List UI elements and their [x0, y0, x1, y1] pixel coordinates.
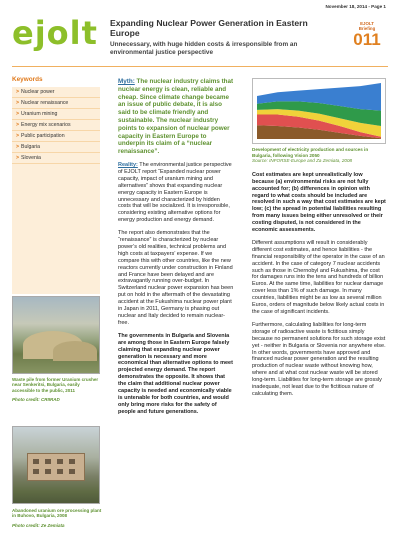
main-column-left [118, 78, 234, 422]
keyword-item[interactable] [12, 109, 100, 120]
photo-caption [12, 508, 102, 528]
header-divider [12, 66, 388, 67]
keyword-label: Bulgaria [21, 144, 41, 150]
reality-text: The environmental justice perspective of EJOLT report “Expanded nuclear power capacity, impact of uranium mining and alternatives” shows that expanding nuclear energy capacity in Eastern Europe is unnecessary and characterized by hidden costs that will be socialized. It is irresponsible, considering existing alternative options for energy production and energy demand. [118, 161, 232, 224]
keywords-list [12, 87, 100, 164]
arrow-right-icon: > [16, 122, 20, 128]
plant-window [45, 469, 51, 474]
waste-pile-photo [12, 296, 100, 374]
keyword-label: Public participation [21, 133, 65, 139]
page-subtitle: Unnecessary, with huge hidden costs & irresponsible from an environmental justice perspective [110, 41, 298, 56]
myth-paragraph [118, 78, 234, 156]
page-date: November 18, 2014 - Page 1 [325, 4, 386, 9]
keyword-label: Nuclear power [21, 89, 55, 95]
page-title: Expanding Nuclear Power Generation in Eastern Europe [110, 18, 308, 38]
briefing-number: 011 [353, 30, 381, 49]
plant-window [57, 459, 63, 464]
photo-credit: Photo credit: Ze Zemiata [12, 522, 65, 528]
keyword-label: Nuclear renaissance [21, 100, 69, 106]
waste-heap [53, 341, 97, 361]
reality-paragraph [118, 162, 234, 224]
keywords-title: Keywords [12, 76, 43, 83]
keyword-item[interactable] [12, 120, 100, 131]
arrow-right-icon: > [16, 111, 20, 117]
reality-label: Reality: [118, 161, 138, 168]
arrow-right-icon: > [16, 144, 20, 150]
briefing-label-1: EJOLT [360, 21, 374, 26]
body-paragraph: Different assumptions will result in considerably different cost estimates, and hence liabilities - the financial responsibility of the operator in the case of an accident. In the case of category 7 nuclear accidents such as those in Chernobyl and Fukushima, the cost for damages runs into the tens and hundreds of billion Euros. At the same time, liabilities for nuclear damage cover less than 1% of such damage. In many countries, liabilities might be as low as several million Euros, orders of magnitude below likely actual costs in the case of significant incidents. [252, 239, 385, 315]
arrow-right-icon: > [16, 100, 20, 106]
chart-source: Source: INFORSE-Europe and Za Zemiata, 2008 [252, 158, 353, 164]
keywords-sidebar [12, 76, 100, 294]
keyword-item[interactable] [12, 153, 100, 164]
arrow-right-icon: > [16, 133, 20, 139]
myth-text: The nuclear industry claims that nuclear energy is clean, reliable and cheap. Since climate change became an issue of public debate, it is also said to be climate friendly and sustainable. The nuclear industry points to expansion of nuclear power capacity in Eastern Europe to underpin its claim of a “nuclear renaissance”. [118, 78, 234, 156]
plant-window [45, 459, 51, 464]
plant-window [33, 459, 39, 464]
chart-caption-text: Development of electricity production and sources in Bulgaria, following Vision 2050 [252, 147, 369, 158]
body-paragraph: The governments in Bulgaria and Slovenia are among those in Eastern Europe falsely claiming that expanding nuclear power generation is necessary and more economical than alternative options to meet projected energy demand. The report demonstrates the opposite. It shows that the claim that additional nuclear power capacity is needed and economically viable is untenable for both countries, and would only bring more risks for the safety of people and future generations. [118, 332, 233, 415]
keyword-item[interactable] [12, 98, 100, 109]
sidebar-panel [12, 164, 100, 294]
body-paragraph: Cost estimates are kept unrealistically low because (a) environmental risks are not fully accounted for; (b) differences in opinion with regard to what costs should be included are resolved in such a way that cost estimates are kept low; (c) the spread in potential liabilities resulting from many issues being either unresolved or their costing disputed, is not considered in the economic assessments. [252, 171, 386, 234]
logo-text: ejolt [12, 14, 98, 52]
plant-window [33, 469, 39, 474]
photo-credit: Photo credit: CRIIRAD [12, 397, 60, 403]
keyword-label: Slovenia [21, 155, 41, 161]
plant-building [27, 453, 85, 481]
myth-label: Myth: [118, 78, 135, 85]
photo-caption-text: Waste pile from former Uranium crusher near Senkeritsi, Bulgaria, easily accessible to the public, 2011 [12, 377, 99, 393]
plant-window [69, 459, 75, 464]
keyword-label: Energy mix scenarios [21, 122, 71, 128]
keyword-item[interactable] [12, 142, 100, 153]
electricity-chart [252, 78, 386, 144]
photo-caption [12, 377, 102, 403]
body-paragraph: Furthermore, calculating liabilities for long-term storage of radioactive waste is fictitious simply because no permanent solutions for such storage exist yet - neither in Bulgaria or Slovenia nor anywhere else. In other words, governments have approved and financed nuclear power generation and the resulting production of nuclear waste without knowing how, where and at what cost nuclear waste will be stored long-term. Liabilities for long-term storage are grossly inadequate, not least due to the fictitious nature of calculating them. [252, 321, 386, 397]
keyword-item[interactable] [12, 87, 100, 98]
arrow-right-icon: > [16, 89, 20, 95]
briefing-label-2: Briefing [358, 26, 376, 31]
main-column-right [252, 78, 386, 404]
arrow-right-icon: > [16, 155, 20, 161]
chart-caption [252, 147, 386, 164]
keyword-label: Uranium mining [21, 111, 58, 117]
plant-window [57, 469, 63, 474]
photo-caption-text: Abandoned uranium ore processing plant in Buhovo, Bulgaria, 2008 [12, 508, 102, 519]
plant-window [69, 469, 75, 474]
keyword-item[interactable] [12, 131, 100, 142]
ejolt-logo [12, 12, 98, 56]
briefing-badge [346, 21, 388, 49]
body-paragraph: The report also demonstrates that the “renaissance” is characterized by nuclear power’s old realities, technical problems and high costs at taxpayers’ expense. If we compare this with other countries, like the new reactors currently under construction in Finland and France have been delayed and are extravagantly running over-budget. In Switzerland nuclear power expansion has been put on hold in the aftermath of the devastating accident at the Fukushima nuclear power plant in Japan in 2011, Germany is phasing out nuclear and Italy decided to remain nuclear-free. [118, 230, 234, 326]
chart-svg [253, 79, 385, 143]
processing-plant-photo [12, 426, 100, 504]
